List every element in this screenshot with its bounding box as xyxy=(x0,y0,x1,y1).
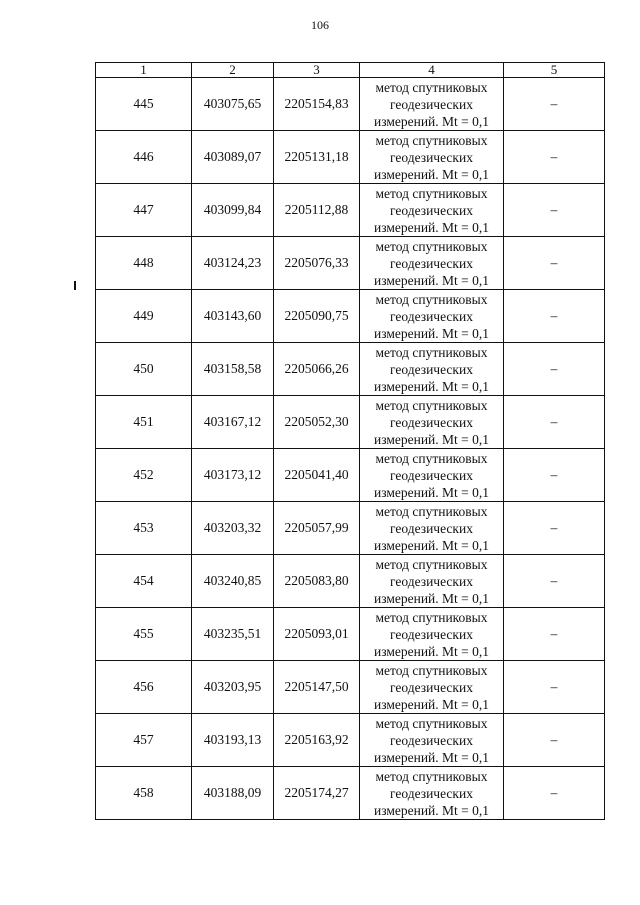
method-text-line: измерений. Mt = 0,1 xyxy=(373,166,490,182)
method-text-line: метод спутниковых xyxy=(375,238,488,254)
method-text-line: метод спутниковых xyxy=(375,450,488,466)
method-text-line: геодезических xyxy=(390,96,473,112)
y-coordinate-cell: 2205112,88 xyxy=(274,184,360,237)
y-coordinate-cell: 2205090,75 xyxy=(274,290,360,343)
table-row xyxy=(96,555,605,608)
point-number-cell: 453 xyxy=(96,502,192,555)
header-col-3: 3 xyxy=(274,63,360,78)
point-number-cell: 458 xyxy=(96,767,192,820)
note-cell: – xyxy=(504,290,605,343)
table-row xyxy=(96,290,605,343)
method-text-line: измерений. Mt = 0,1 xyxy=(373,537,490,553)
method-text-line: измерений. Mt = 0,1 xyxy=(373,378,490,394)
method-text-line: метод спутниковых xyxy=(375,503,488,519)
method-text-line: геодезических xyxy=(390,732,473,748)
note-cell: – xyxy=(504,396,605,449)
method-text-line: геодезических xyxy=(390,626,473,642)
y-coordinate-cell: 2205154,83 xyxy=(274,78,360,131)
method-text-line: геодезических xyxy=(390,573,473,589)
method-text-line: метод спутниковых xyxy=(375,291,488,307)
note-cell: – xyxy=(504,661,605,714)
method-cell xyxy=(360,78,504,131)
point-number-cell: 454 xyxy=(96,555,192,608)
method-cell xyxy=(360,767,504,820)
x-coordinate-cell: 403240,85 xyxy=(192,555,274,608)
point-number-cell: 447 xyxy=(96,184,192,237)
method-text-line: метод спутниковых xyxy=(375,79,488,95)
x-coordinate-cell: 403235,51 xyxy=(192,608,274,661)
method-text-line: метод спутниковых xyxy=(375,715,488,731)
table-row xyxy=(96,131,605,184)
method-cell xyxy=(360,555,504,608)
method-text-line: измерений. Mt = 0,1 xyxy=(373,272,490,288)
method-text-line: измерений. Mt = 0,1 xyxy=(373,484,490,500)
x-coordinate-cell: 403143,60 xyxy=(192,290,274,343)
y-coordinate-cell: 2205163,92 xyxy=(274,714,360,767)
method-text-line: измерений. Mt = 0,1 xyxy=(373,431,490,447)
note-cell: – xyxy=(504,131,605,184)
method-text-line: метод спутниковых xyxy=(375,662,488,678)
coordinates-table xyxy=(95,62,605,820)
y-coordinate-cell: 2205147,50 xyxy=(274,661,360,714)
point-number-cell: 452 xyxy=(96,449,192,502)
x-coordinate-cell: 403188,09 xyxy=(192,767,274,820)
y-coordinate-cell: 2205083,80 xyxy=(274,555,360,608)
method-text-line: метод спутниковых xyxy=(375,185,488,201)
method-cell xyxy=(360,608,504,661)
table-header-row xyxy=(96,63,605,78)
note-cell: – xyxy=(504,184,605,237)
point-number-cell: 449 xyxy=(96,290,192,343)
point-number-cell: 456 xyxy=(96,661,192,714)
x-coordinate-cell: 403173,12 xyxy=(192,449,274,502)
x-coordinate-cell: 403203,32 xyxy=(192,502,274,555)
point-number-cell: 445 xyxy=(96,78,192,131)
method-cell xyxy=(360,449,504,502)
table-row xyxy=(96,78,605,131)
note-cell: – xyxy=(504,449,605,502)
header-col-4: 4 xyxy=(360,63,504,78)
note-cell: – xyxy=(504,767,605,820)
method-text-line: измерений. Mt = 0,1 xyxy=(373,696,490,712)
table-row xyxy=(96,661,605,714)
y-coordinate-cell: 2205041,40 xyxy=(274,449,360,502)
x-coordinate-cell: 403089,07 xyxy=(192,131,274,184)
header-col-5: 5 xyxy=(504,63,605,78)
method-text-line: измерений. Mt = 0,1 xyxy=(373,113,490,129)
table-row xyxy=(96,767,605,820)
method-text-line: метод спутниковых xyxy=(375,344,488,360)
method-cell xyxy=(360,184,504,237)
table-row xyxy=(96,237,605,290)
method-text-line: геодезических xyxy=(390,414,473,430)
point-number-cell: 457 xyxy=(96,714,192,767)
x-coordinate-cell: 403124,23 xyxy=(192,237,274,290)
point-number-cell: 450 xyxy=(96,343,192,396)
method-cell xyxy=(360,343,504,396)
note-cell: – xyxy=(504,608,605,661)
point-number-cell: 448 xyxy=(96,237,192,290)
method-text-line: геодезических xyxy=(390,202,473,218)
method-text-line: метод спутниковых xyxy=(375,768,488,784)
method-text-line: метод спутниковых xyxy=(375,556,488,572)
table-row xyxy=(96,184,605,237)
method-text-line: геодезических xyxy=(390,785,473,801)
method-text-line: геодезических xyxy=(390,520,473,536)
y-coordinate-cell: 2205057,99 xyxy=(274,502,360,555)
method-cell xyxy=(360,714,504,767)
table-row xyxy=(96,608,605,661)
y-coordinate-cell: 2205076,33 xyxy=(274,237,360,290)
table-row xyxy=(96,449,605,502)
table-body xyxy=(96,78,605,820)
header-col-1: 1 xyxy=(96,63,192,78)
table-row xyxy=(96,396,605,449)
point-number-cell: 455 xyxy=(96,608,192,661)
note-cell: – xyxy=(504,502,605,555)
y-coordinate-cell: 2205052,30 xyxy=(274,396,360,449)
page-number: 106 xyxy=(311,18,329,32)
method-text-line: измерений. Mt = 0,1 xyxy=(373,643,490,659)
method-text-line: метод спутниковых xyxy=(375,132,488,148)
table-row xyxy=(96,343,605,396)
y-coordinate-cell: 2205093,01 xyxy=(274,608,360,661)
y-coordinate-cell: 2205131,18 xyxy=(274,131,360,184)
method-cell xyxy=(360,131,504,184)
method-text-line: геодезических xyxy=(390,149,473,165)
method-text-line: метод спутниковых xyxy=(375,397,488,413)
header-col-2: 2 xyxy=(192,63,274,78)
y-coordinate-cell: 2205174,27 xyxy=(274,767,360,820)
x-coordinate-cell: 403158,58 xyxy=(192,343,274,396)
y-coordinate-cell: 2205066,26 xyxy=(274,343,360,396)
method-cell xyxy=(360,237,504,290)
x-coordinate-cell: 403193,13 xyxy=(192,714,274,767)
table-row xyxy=(96,714,605,767)
note-cell: – xyxy=(504,714,605,767)
x-coordinate-cell: 403167,12 xyxy=(192,396,274,449)
point-number-cell: 446 xyxy=(96,131,192,184)
x-coordinate-cell: 403203,95 xyxy=(192,661,274,714)
method-text-line: измерений. Mt = 0,1 xyxy=(373,590,490,606)
method-text-line: измерений. Mt = 0,1 xyxy=(373,802,490,818)
point-number-cell: 451 xyxy=(96,396,192,449)
method-cell xyxy=(360,290,504,343)
method-text-line: метод спутниковых xyxy=(375,609,488,625)
note-cell: – xyxy=(504,78,605,131)
method-text-line: геодезических xyxy=(390,308,473,324)
method-text-line: измерений. Mt = 0,1 xyxy=(373,749,490,765)
table-row xyxy=(96,502,605,555)
note-cell: – xyxy=(504,555,605,608)
method-text-line: измерений. Mt = 0,1 xyxy=(373,325,490,341)
note-cell: – xyxy=(504,343,605,396)
method-cell xyxy=(360,661,504,714)
method-text-line: геодезических xyxy=(390,361,473,377)
method-text-line: геодезических xyxy=(390,679,473,695)
method-text-line: геодезических xyxy=(390,467,473,483)
method-cell xyxy=(360,396,504,449)
note-cell: – xyxy=(504,237,605,290)
method-cell xyxy=(360,502,504,555)
margin-mark xyxy=(74,281,76,290)
x-coordinate-cell: 403075,65 xyxy=(192,78,274,131)
x-coordinate-cell: 403099,84 xyxy=(192,184,274,237)
method-text-line: измерений. Mt = 0,1 xyxy=(373,219,490,235)
method-text-line: геодезических xyxy=(390,255,473,271)
